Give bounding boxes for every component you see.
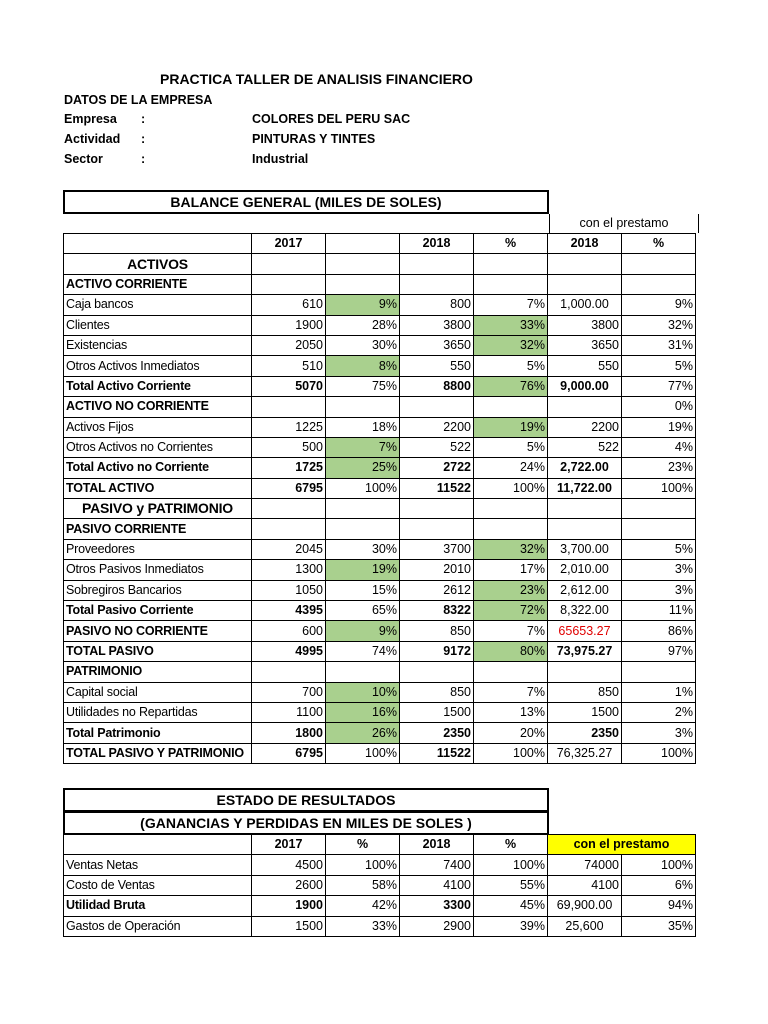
row-value: 32% (474, 539, 548, 559)
sector-label: Sector (64, 152, 103, 166)
row-value: 2900 (400, 916, 474, 936)
row-value (326, 662, 400, 682)
row-value: 700 (252, 682, 326, 702)
row-value (548, 254, 622, 274)
row-value: 522 (400, 437, 474, 457)
row-value: 72% (474, 601, 548, 621)
row-label: Total Activo Corriente (64, 376, 252, 396)
row-label: PATRIMONIO (64, 662, 252, 682)
row-label: Caja bancos (64, 295, 252, 315)
row-value: 18% (326, 417, 400, 437)
table-row (64, 875, 696, 895)
table-row (64, 437, 696, 457)
row-value: 25,600 (548, 916, 622, 936)
row-value (326, 397, 400, 417)
row-label: Total Patrimonio (64, 723, 252, 743)
table-row (64, 458, 696, 478)
row-label: TOTAL PASIVO (64, 641, 252, 661)
row-label: Activos Fijos (64, 417, 252, 437)
results-header-cell: % (474, 835, 548, 855)
row-label: Existencias (64, 335, 252, 355)
row-value: 9,000.00 (548, 376, 622, 396)
row-value (326, 254, 400, 274)
row-value: 5% (474, 437, 548, 457)
table-row (64, 274, 696, 294)
row-value: 610 (252, 295, 326, 315)
results-title: ESTADO DE RESULTADOS (63, 788, 549, 812)
row-label: Utilidades no Repartidas (64, 702, 252, 722)
results-table (63, 834, 696, 937)
row-value (548, 662, 622, 682)
row-value (548, 519, 622, 539)
row-value: 7% (474, 621, 548, 641)
row-value: 1500 (400, 702, 474, 722)
row-label: Clientes (64, 315, 252, 335)
row-value: 32% (622, 315, 696, 335)
row-value: 1% (622, 682, 696, 702)
row-value: 0% (622, 397, 696, 417)
results-header-cell: 2018 (400, 835, 474, 855)
row-value: 28% (326, 315, 400, 335)
row-label: Otros Activos no Corrientes (64, 437, 252, 457)
row-value: 73,975.27 (548, 641, 622, 661)
page-title: PRACTICA TALLER DE ANALISIS FINANCIERO (160, 71, 473, 87)
row-value (400, 499, 474, 519)
table-row (64, 539, 696, 559)
results-header-cell: con el prestamo (548, 835, 696, 855)
row-value: 2350 (548, 723, 622, 743)
row-value: 30% (326, 539, 400, 559)
row-value (474, 499, 548, 519)
balance-table (63, 233, 696, 764)
row-value: 3650 (400, 335, 474, 355)
row-value: 7% (474, 682, 548, 702)
row-value: 19% (326, 560, 400, 580)
row-value (400, 519, 474, 539)
results-header-row (64, 835, 696, 855)
row-value: 3300 (400, 896, 474, 916)
table-row (64, 682, 696, 702)
row-label: Proveedores (64, 539, 252, 559)
row-value: 5% (622, 539, 696, 559)
row-label: PASIVO NO CORRIENTE (64, 621, 252, 641)
row-value: 3800 (400, 315, 474, 335)
row-value (474, 519, 548, 539)
row-value (252, 499, 326, 519)
row-value: 2,722.00 (548, 458, 622, 478)
row-value (622, 519, 696, 539)
row-value: 2,010.00 (548, 560, 622, 580)
row-value: 6795 (252, 478, 326, 498)
row-label: Total Activo no Corriente (64, 458, 252, 478)
row-value (252, 662, 326, 682)
row-label: Sobregiros Bancarios (64, 580, 252, 600)
row-value: 550 (548, 356, 622, 376)
row-value: 4395 (252, 601, 326, 621)
results-header-cell (64, 835, 252, 855)
row-value: 7% (326, 437, 400, 457)
row-value: 4500 (252, 855, 326, 875)
balance-header-cell: % (622, 234, 696, 254)
row-value: 2600 (252, 875, 326, 895)
row-value: 9% (622, 295, 696, 315)
table-row (64, 356, 696, 376)
row-value: 1300 (252, 560, 326, 580)
row-value: 2350 (400, 723, 474, 743)
row-value (474, 397, 548, 417)
row-value: 1050 (252, 580, 326, 600)
table-row (64, 499, 696, 519)
table-row (64, 723, 696, 743)
row-value (326, 499, 400, 519)
table-row (64, 560, 696, 580)
row-label: TOTAL PASIVO Y PATRIMONIO (64, 743, 252, 763)
row-value: 8% (326, 356, 400, 376)
row-value: 100% (622, 743, 696, 763)
row-value: 2200 (400, 417, 474, 437)
row-value: 5070 (252, 376, 326, 396)
table-row (64, 335, 696, 355)
row-value: 510 (252, 356, 326, 376)
row-value (326, 274, 400, 294)
row-value: 5% (622, 356, 696, 376)
row-value: 1,000.00 (548, 295, 622, 315)
row-value (252, 254, 326, 274)
results-header-cell: 2017 (252, 835, 326, 855)
balance-header-cell: 2018 (400, 234, 474, 254)
row-label: ACTIVOS (64, 254, 252, 274)
row-value (400, 397, 474, 417)
row-label: PASIVO y PATRIMONIO (64, 499, 252, 519)
row-value: 19% (474, 417, 548, 437)
table-row (64, 397, 696, 417)
table-row (64, 641, 696, 661)
row-value: 3% (622, 580, 696, 600)
table-row (64, 601, 696, 621)
row-value (400, 274, 474, 294)
row-value: 11522 (400, 478, 474, 498)
company-value: COLORES DEL PERU SAC (252, 112, 411, 126)
table-row (64, 916, 696, 936)
row-value: 45% (474, 896, 548, 916)
row-value (548, 397, 622, 417)
row-value: 1500 (252, 916, 326, 936)
row-value (474, 274, 548, 294)
row-value: 100% (326, 478, 400, 498)
row-value: 850 (548, 682, 622, 702)
row-value (548, 499, 622, 519)
table-row (64, 417, 696, 437)
table-row (64, 743, 696, 763)
row-value: 7400 (400, 855, 474, 875)
row-value: 97% (622, 641, 696, 661)
row-value: 100% (474, 478, 548, 498)
row-value: 3% (622, 560, 696, 580)
table-row (64, 896, 696, 916)
row-value: 11% (622, 601, 696, 621)
row-value: 4100 (400, 875, 474, 895)
results-subtitle: (GANANCIAS Y PERDIDAS EN MILES DE SOLES ) (63, 811, 549, 835)
row-value: 3800 (548, 315, 622, 335)
row-value: 3,700.00 (548, 539, 622, 559)
row-label: Capital social (64, 682, 252, 702)
row-value: 2045 (252, 539, 326, 559)
row-value: 5% (474, 356, 548, 376)
row-value: 11522 (400, 743, 474, 763)
row-value: 100% (474, 743, 548, 763)
row-value (622, 662, 696, 682)
row-value: 20% (474, 723, 548, 743)
balance-header-cell: 2018 (548, 234, 622, 254)
row-value: 33% (326, 916, 400, 936)
row-value: 77% (622, 376, 696, 396)
row-label: Gastos de Operación (64, 916, 252, 936)
row-value: 4995 (252, 641, 326, 661)
table-row (64, 662, 696, 682)
company-label: Empresa (64, 112, 117, 126)
row-value: 24% (474, 458, 548, 478)
row-value: 94% (622, 896, 696, 916)
activity-sep: : (141, 132, 146, 146)
row-value: 100% (622, 478, 696, 498)
table-row (64, 702, 696, 722)
row-value: 1900 (252, 896, 326, 916)
sector-sep: : (141, 152, 146, 166)
row-value: 2,612.00 (548, 580, 622, 600)
row-value: 86% (622, 621, 696, 641)
row-value: 75% (326, 376, 400, 396)
row-value: 80% (474, 641, 548, 661)
row-value: 2050 (252, 335, 326, 355)
row-value: 1225 (252, 417, 326, 437)
row-value: 1725 (252, 458, 326, 478)
sector-value: Industrial (252, 152, 309, 166)
row-value: 65% (326, 601, 400, 621)
table-row (64, 254, 696, 274)
row-value (400, 662, 474, 682)
row-value: 4% (622, 437, 696, 457)
row-value: 550 (400, 356, 474, 376)
row-value: 8,322.00 (548, 601, 622, 621)
row-value: 600 (252, 621, 326, 641)
row-value: 31% (622, 335, 696, 355)
table-row (64, 478, 696, 498)
row-value: 39% (474, 916, 548, 936)
company-data-heading: DATOS DE LA EMPRESA (64, 93, 213, 107)
row-value: 522 (548, 437, 622, 457)
activity-label: Actividad (64, 132, 121, 146)
row-value: 30% (326, 335, 400, 355)
row-label: Otros Pasivos Inmediatos (64, 560, 252, 580)
row-value: 850 (400, 621, 474, 641)
table-row (64, 621, 696, 641)
row-value (548, 274, 622, 294)
company-sep: : (141, 112, 146, 126)
row-value: 2722 (400, 458, 474, 478)
row-value: 10% (326, 682, 400, 702)
row-value (474, 254, 548, 274)
balance-header-cell (64, 234, 252, 254)
row-value: 1800 (252, 723, 326, 743)
row-value: 500 (252, 437, 326, 457)
row-value: 76,325.27 (548, 743, 622, 763)
row-value: 76% (474, 376, 548, 396)
row-label: Ventas Netas (64, 855, 252, 875)
table-row (64, 376, 696, 396)
row-value: 15% (326, 580, 400, 600)
table-row (64, 295, 696, 315)
row-value (252, 519, 326, 539)
row-value (622, 274, 696, 294)
row-value: 3650 (548, 335, 622, 355)
row-value: 17% (474, 560, 548, 580)
row-value (326, 519, 400, 539)
table-row (64, 855, 696, 875)
row-value (622, 499, 696, 519)
row-value: 23% (622, 458, 696, 478)
row-value: 1500 (548, 702, 622, 722)
row-label: Utilidad Bruta (64, 896, 252, 916)
table-row (64, 580, 696, 600)
row-value: 74% (326, 641, 400, 661)
row-value: 2% (622, 702, 696, 722)
row-label: TOTAL ACTIVO (64, 478, 252, 498)
balance-title: BALANCE GENERAL (MILES DE SOLES) (63, 190, 549, 214)
row-label: Costo de Ventas (64, 875, 252, 895)
table-row (64, 519, 696, 539)
row-value: 3700 (400, 539, 474, 559)
balance-header-cell (326, 234, 400, 254)
row-value: 55% (474, 875, 548, 895)
row-value: 33% (474, 315, 548, 335)
row-value: 3% (622, 723, 696, 743)
row-value: 7% (474, 295, 548, 315)
table-row (64, 315, 696, 335)
row-value: 65653.27 (548, 621, 622, 641)
balance-header-cell: 2017 (252, 234, 326, 254)
row-value: 2200 (548, 417, 622, 437)
row-value: 850 (400, 682, 474, 702)
row-value: 9172 (400, 641, 474, 661)
row-value: 23% (474, 580, 548, 600)
row-value: 32% (474, 335, 548, 355)
row-value (622, 254, 696, 274)
row-value: 74000 (548, 855, 622, 875)
row-value: 2010 (400, 560, 474, 580)
balance-header-row (64, 234, 696, 254)
row-value (474, 662, 548, 682)
row-value: 8800 (400, 376, 474, 396)
row-value: 58% (326, 875, 400, 895)
row-value: 19% (622, 417, 696, 437)
balance-loan-caption: con el prestamo (549, 214, 699, 233)
row-value: 1100 (252, 702, 326, 722)
row-label: Otros Activos Inmediatos (64, 356, 252, 376)
row-value: 8322 (400, 601, 474, 621)
row-value: 35% (622, 916, 696, 936)
row-label: PASIVO CORRIENTE (64, 519, 252, 539)
row-label: Total Pasivo Corriente (64, 601, 252, 621)
row-value (252, 274, 326, 294)
row-value: 800 (400, 295, 474, 315)
row-value: 1900 (252, 315, 326, 335)
row-value: 42% (326, 896, 400, 916)
results-header-cell: % (326, 835, 400, 855)
row-value: 4100 (548, 875, 622, 895)
row-value: 11,722.00 (548, 478, 622, 498)
row-value: 6% (622, 875, 696, 895)
row-value: 9% (326, 621, 400, 641)
row-value: 2612 (400, 580, 474, 600)
row-value: 9% (326, 295, 400, 315)
row-value: 69,900.00 (548, 896, 622, 916)
row-value: 6795 (252, 743, 326, 763)
row-label: ACTIVO NO CORRIENTE (64, 397, 252, 417)
row-value: 25% (326, 458, 400, 478)
row-value: 100% (326, 855, 400, 875)
balance-header-cell: % (474, 234, 548, 254)
row-value: 16% (326, 702, 400, 722)
row-value: 13% (474, 702, 548, 722)
row-label: ACTIVO CORRIENTE (64, 274, 252, 294)
row-value: 26% (326, 723, 400, 743)
row-value (400, 254, 474, 274)
row-value (252, 397, 326, 417)
row-value: 100% (474, 855, 548, 875)
row-value: 100% (326, 743, 400, 763)
row-value: 100% (622, 855, 696, 875)
activity-value: PINTURAS Y TINTES (252, 132, 376, 146)
